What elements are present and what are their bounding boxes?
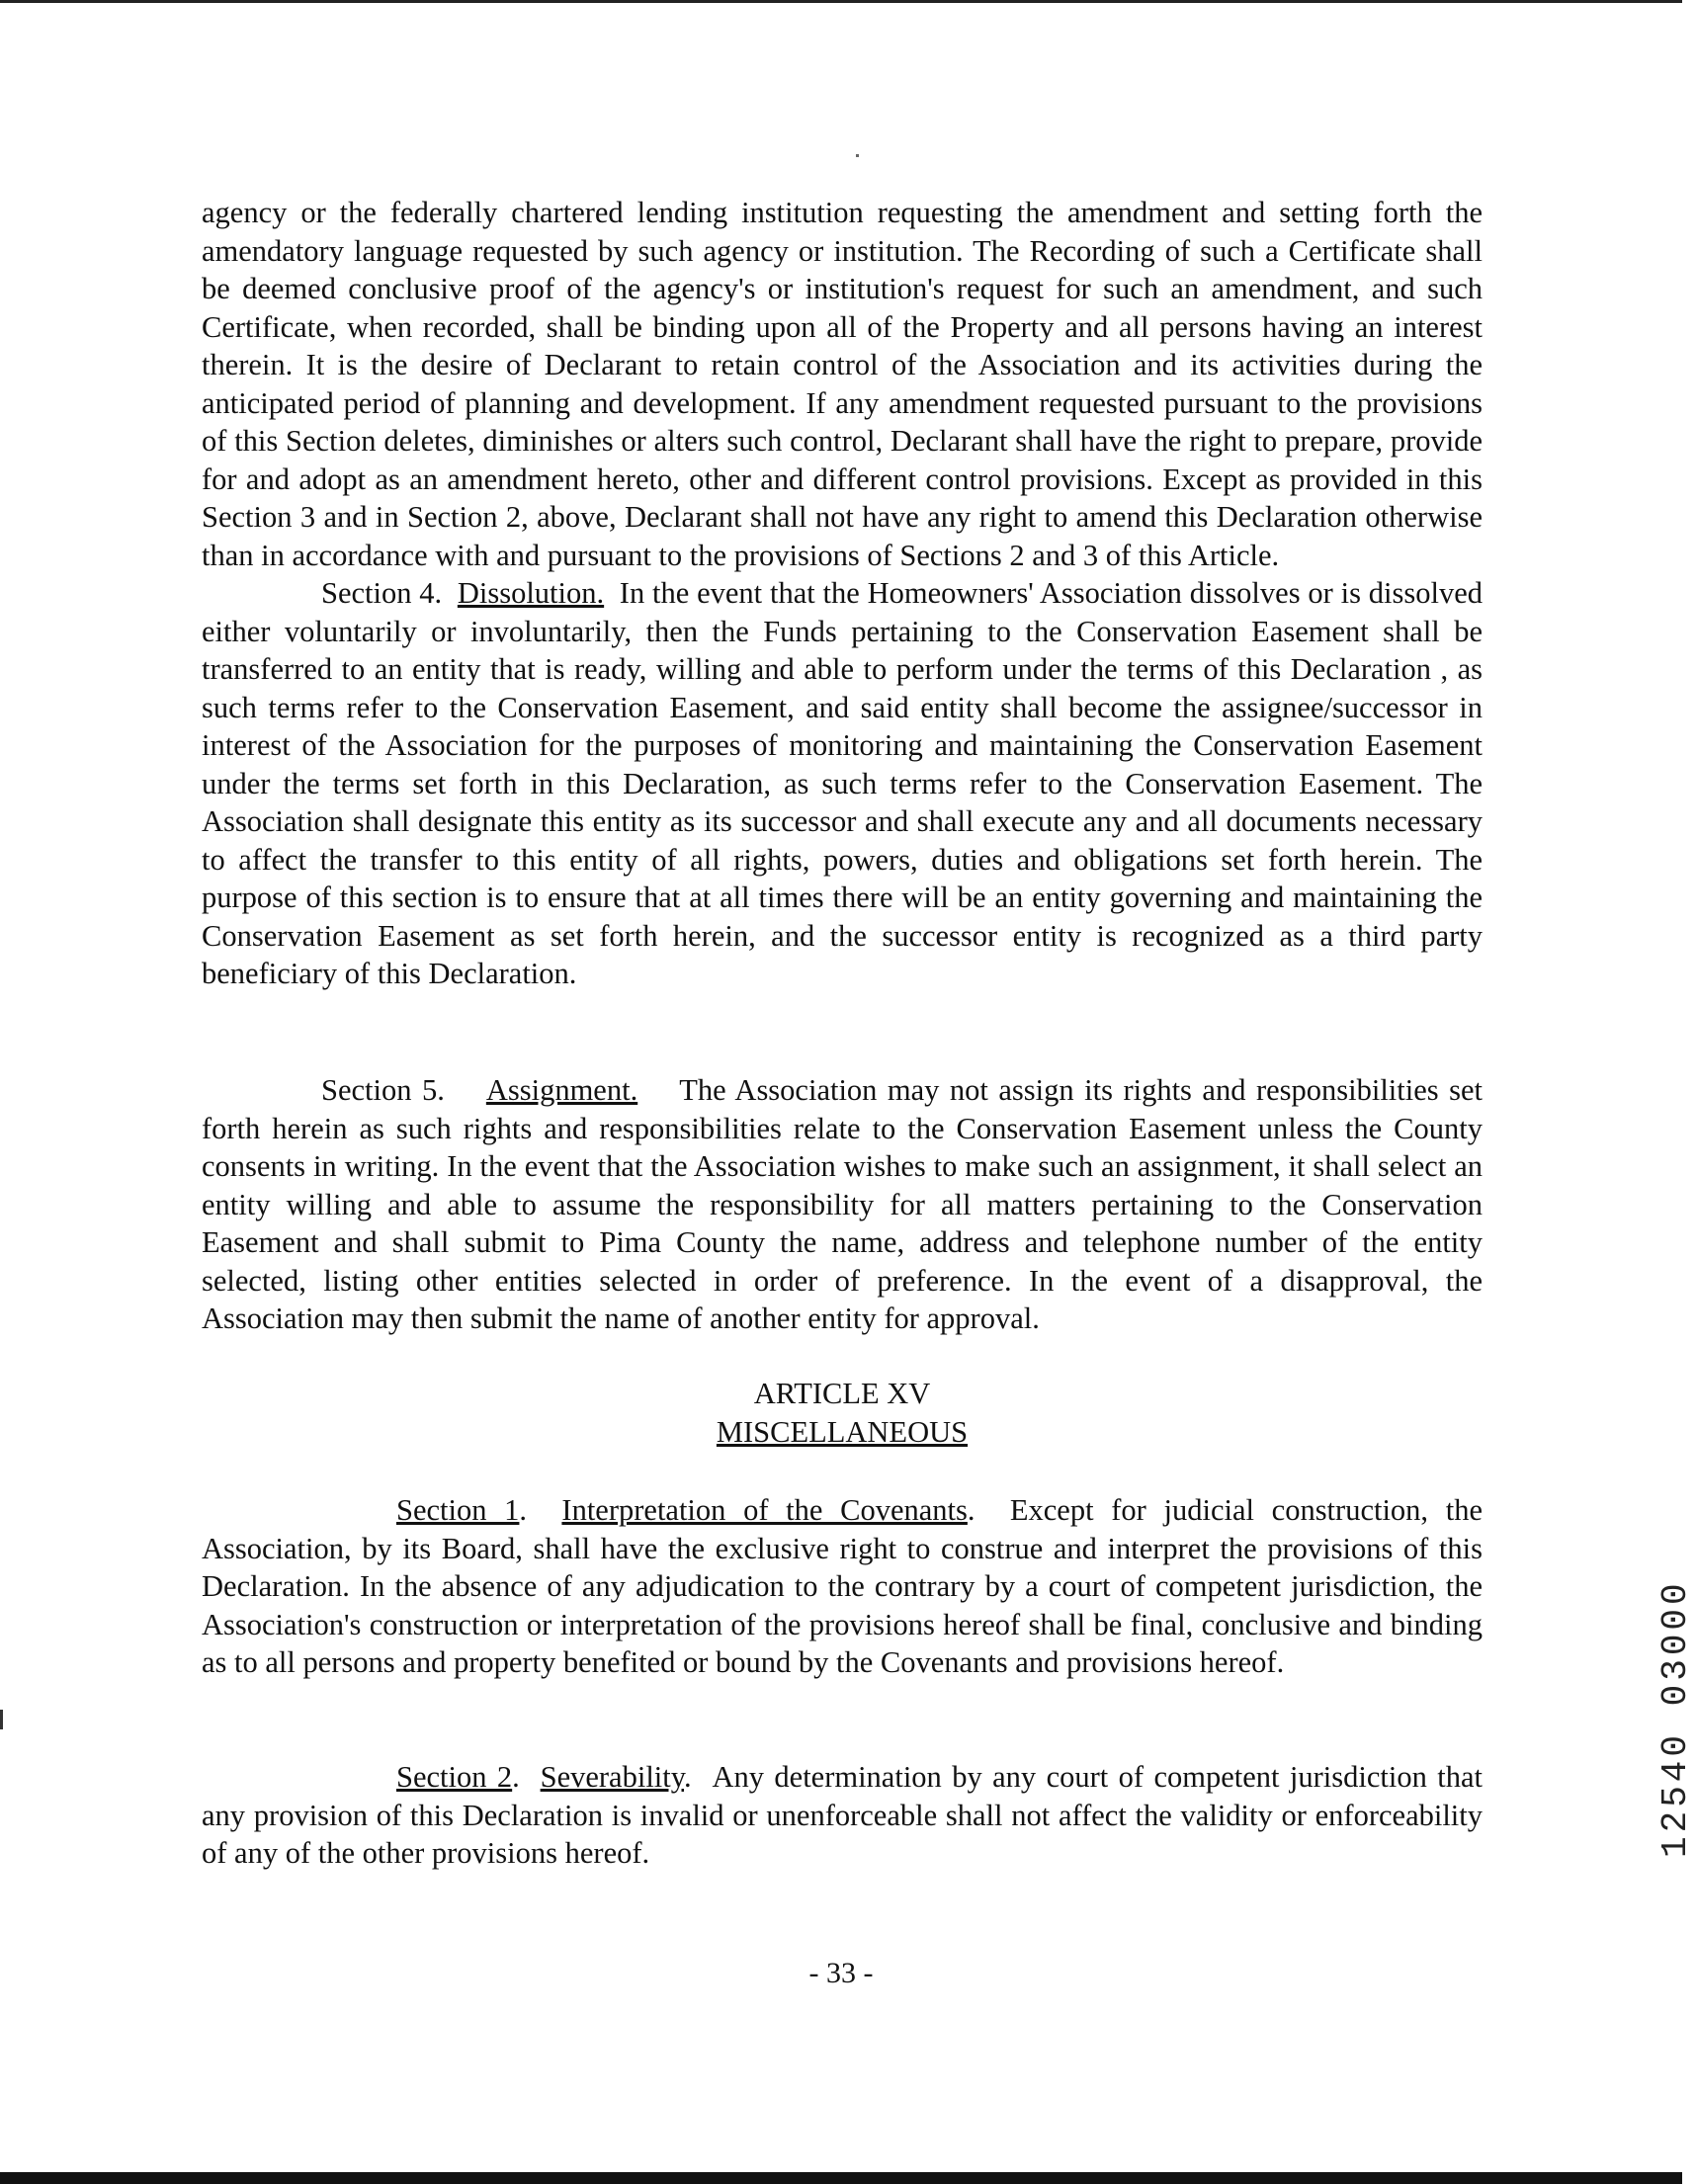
body-block-1	[202, 194, 1483, 993]
section-5-label: Section 5.	[321, 1073, 445, 1107]
section-4-paragraph	[202, 574, 1483, 993]
page-number: - 33 -	[808, 1957, 874, 1989]
body-block-2	[202, 1071, 1483, 1338]
scan-speck	[856, 154, 859, 157]
misc-section-1-title: Interpretation of the Covenants	[561, 1493, 968, 1527]
misc-section-2-text: Any determination by any court of competent jurisdiction that any provision of this Declaration is invalid or unenforceable shall not affect the validity or enforceability of any of the other provisions hereof.	[202, 1760, 1483, 1870]
body-block-3	[202, 1491, 1483, 1682]
scan-edge-top	[0, 0, 1682, 3]
article-number: ARTICLE XV	[753, 1377, 931, 1410]
recording-stamp-text: 12540 03000	[1655, 1579, 1696, 1858]
scan-edge-tick	[0, 1710, 3, 1729]
misc-section-1-text: Except for judicial construction, the Association, by its Board, shall have the exclusive right to construe and interpret the provisions of this Declaration. In the absence of any adjudication to the contrary by a court of competent jurisdiction, the Association's construction or interpretation of the provisions hereof shall be final, conclusive and binding as to all persons and property benefited or bound by the Covenants and provisions hereof.	[202, 1493, 1483, 1679]
misc-section-2-title: Severability	[540, 1760, 685, 1794]
article-title: MISCELLANEOUS	[716, 1414, 969, 1449]
section-4-title: Dissolution.	[457, 576, 605, 610]
section-5-title: Assignment.	[485, 1073, 638, 1107]
section-5-text: The Association may not assign its rights and responsibilities set forth herein as such rights and responsibilities relate to the Conservation Easement unless the County consents in writing. In the event that the Association wishes to make such an assignment, it shall select an entity willing and able to assume the responsibility for all matters pertaining to the Conservation Easement and shall submit to Pima County the name, address and telephone number of the entity selected, listing other entities selected in order of preference. In the event of a disapproval, the Association may then submit the name of another entity for approval.	[202, 1073, 1484, 1335]
misc-section-1-label: Section 1	[396, 1493, 520, 1527]
body-block-4	[202, 1758, 1483, 1873]
misc-section-2-label: Section 2	[396, 1760, 513, 1794]
section-4-text: In the event that the Homeowners' Association dissolves or is dissolved either voluntarily or involuntarily, then the Funds pertaining to the Conservation Easement shall be transferred to an entity that is ready, willing and able to perform under the terms of this Declaration , as such terms refer to the Conservation Easement, and said entity shall become the assignee/successor in interest of the Association for the purposes of monitoring and maintaining the Conservation Easement under the terms set forth in this Declaration, as such terms refer to the Conservation Easement. The Association shall designate this entity as its successor and shall execute any and all documents necessary to affect the transfer to this entity of all rights, powers, duties and obligations set forth herein. The purpose of this section is to ensure that at all times there will be an entity governing and maintaining the Conservation Easement as set forth herein, and the successor entity is recognized as a third party beneficiary of this Declaration.	[202, 576, 1484, 990]
article-heading	[202, 1375, 1483, 1451]
scan-edge-bottom	[0, 2172, 1682, 2184]
misc-section-2-paragraph: Section 2. Severability. Any determination by any court of competent jurisdiction that any provision of this Declaration is invalid or unenforceable shall not affect the validity or enforceability of any of the other provisions hereof.	[202, 1760, 1483, 1870]
section-5-paragraph	[202, 1071, 1483, 1338]
misc-section-1-paragraph: Section 1. Interpretation of the Covenants. Except for judicial construction, the Association, by its Board, shall have the exclusive right to construe and interpret the provisions of this Declaration. In the absence of any adjudication to the contrary by a court of competent jurisdiction, the Association's construction or interpretation of the provisions hereof shall be final, conclusive and binding as to all persons and property benefited or bound by the Covenants and provisions hereof.	[202, 1493, 1483, 1679]
section-4-label: Section 4.	[321, 576, 443, 610]
continuation-paragraph: agency or the federally chartered lending institution requesting the amendment and setting forth the amendatory language requested by such agency or institution. The Recording of such a Certificate shall be deemed conclusive proof of the agency's or institution's request for such an amendment, and such Certificate, when recorded, shall be binding upon all of the Property and all persons having an interest therein. It is the desire of Declarant to retain control of the Association and its activities during the anticipated period of planning and development. If any amendment requested pursuant to the provisions of this Section deletes, diminishes or alters such control, Declarant shall have the right to prepare, provide for and adopt as an amendment hereto, other and different control provisions. Except as provided in this Section 3 and in Section 2, above, Declarant shall not have any right to amend this Declaration otherwise than in accordance with and pursuant to the provisions of Sections 2 and 3 of this Article.	[202, 196, 1483, 572]
recording-stamp	[1620, 1579, 1696, 1858]
